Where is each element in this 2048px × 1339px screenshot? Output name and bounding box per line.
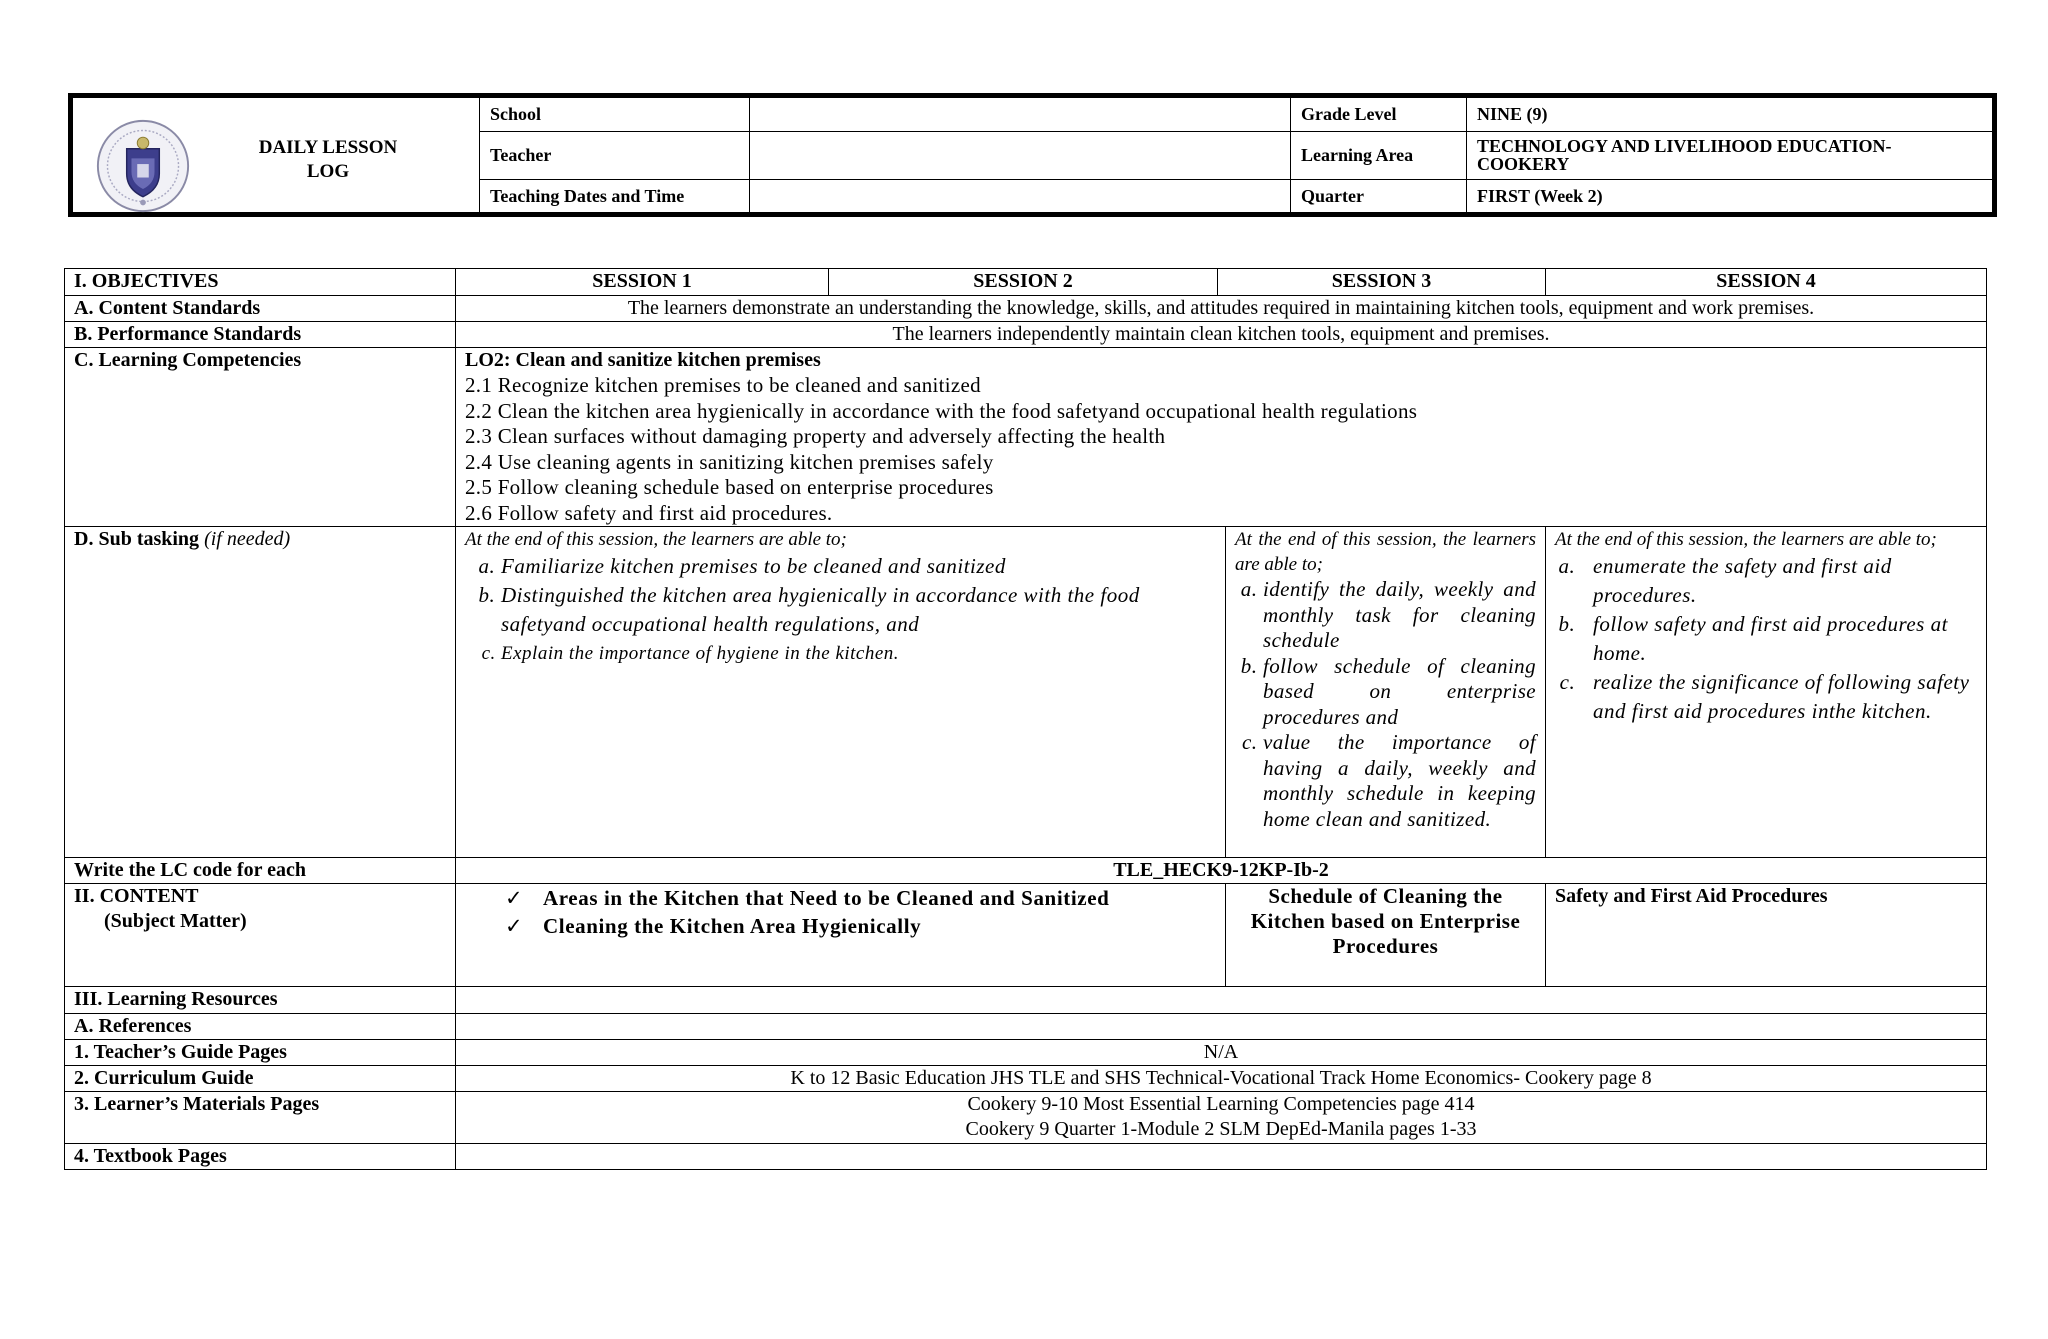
learning-competencies-cell [456, 348, 1987, 527]
dll-title-line1: DAILY LESSON [258, 137, 398, 158]
subtasking-label-cell [65, 527, 456, 858]
subtasking-session-1-2 [456, 527, 1226, 858]
session-4-header: SESSION 4 [1546, 269, 1987, 296]
learning-competencies-row [65, 348, 1987, 527]
subtasking-item: b. follow schedule of cleaning based on enterprise procedures and [1263, 654, 1536, 731]
learning-area-value: TECHNOLOGY AND LIVELIHOOD EDUCATION- COOKERY [1467, 131, 1995, 179]
curriculum-guide-label: 2. Curriculum Guide [65, 1066, 456, 1092]
competency-item: 2.5 Follow cleaning schedule based on enterprise procedures [465, 475, 994, 499]
subtasking-item: a. identify the daily, weekly and monthly task for cleaning schedule [1263, 577, 1536, 654]
learners-materials-line: Cookery 9 Quarter 1-Module 2 SLM DepEd-Manila pages 1-33 [965, 1118, 1477, 1140]
lesson-plan-table [64, 268, 1987, 1170]
grade-level-value: NINE (9) [1467, 96, 1995, 132]
school-value [750, 96, 1291, 132]
subtasking-intro: At the end of this session, the learners are able to; [465, 529, 847, 550]
subtasking-item: c. realize the significance of following safety and first aid procedures inthe kitchen. [1581, 668, 1977, 726]
learning-resources-row [65, 987, 1987, 1014]
subtasking-item: b. Distinguished the kitchen area hygienically in accordance with the food safetyand occupational health regulations, and [501, 581, 1216, 639]
check-icon: ✓ [505, 886, 524, 910]
content-item-text: Cleaning the Kitchen Area Hygienically [543, 914, 922, 938]
content-item [505, 912, 1216, 940]
subtasking-label: D. Sub tasking [74, 528, 200, 550]
performance-standards-label: B. Performance Standards [65, 322, 456, 348]
learners-materials-value [456, 1092, 1987, 1144]
teaching-dates-value [750, 180, 1291, 215]
objectives-row [65, 269, 1987, 296]
subtasking-session-4 [1546, 527, 1987, 858]
competency-heading: LO2: Clean and sanitize kitchen premises [465, 349, 821, 371]
content-label-cell [65, 884, 456, 987]
content-session-1-2 [456, 884, 1226, 987]
competency-item: 2.3 Clean surfaces without damaging property and adversely affecting the health [465, 424, 1166, 448]
performance-standards-text: The learners independently maintain clean kitchen tools, equipment and premises. [456, 322, 1987, 348]
subtasking-list [1235, 577, 1536, 832]
learning-resources-value [456, 987, 1987, 1014]
session-3-header: SESSION 3 [1218, 269, 1546, 296]
competency-item: 2.2 Clean the kitchen area hygienically in accordance with the food safetyand occupational health regulations [465, 398, 1418, 423]
subtasking-session-3 [1226, 527, 1546, 858]
check-icon: ✓ [505, 914, 524, 938]
content-standards-text: The learners demonstrate an understanding the knowledge, skills, and attitudes required in maintaining kitchen tools, equipment and work premises. [456, 296, 1987, 322]
content-session-4: Safety and First Aid Procedures [1546, 884, 1987, 987]
subtasking-list [465, 552, 1216, 668]
teaching-dates-label: Teaching Dates and Time [480, 180, 750, 215]
teachers-guide-row [65, 1040, 1987, 1066]
quarter-label: Quarter [1291, 180, 1467, 215]
content-item-text: Areas in the Kitchen that Need to be Cleaned and Sanitized [543, 886, 1110, 910]
references-label: A. References [65, 1014, 456, 1040]
learners-materials-row [65, 1092, 1987, 1144]
subtasking-item: c. value the importance of having a daily, weekly and monthly schedule in keeping home clean and sanitized. [1263, 730, 1536, 832]
performance-standards-row [65, 322, 1987, 348]
subtasking-note: (if needed) [204, 528, 291, 550]
school-label: School [480, 96, 750, 132]
textbook-pages-value [456, 1144, 1987, 1170]
content-label: II. CONTENT [74, 885, 199, 907]
curriculum-guide-row [65, 1066, 1987, 1092]
subtasking-item: c. Explain the importance of hygiene in the kitchen. [501, 639, 1216, 668]
dll-title [203, 136, 453, 184]
subtasking-row [65, 527, 1987, 858]
dll-title-line2: LOG [306, 161, 350, 182]
subtasking-list [1555, 552, 1977, 726]
references-value [456, 1014, 1987, 1040]
lc-code-value: TLE_HECK9-12KP-Ib-2 [456, 858, 1987, 884]
curriculum-guide-value: K to 12 Basic Education JHS TLE and SHS Technical-Vocational Track Home Economics- Cookery page 8 [456, 1066, 1987, 1092]
learners-materials-line: Cookery 9-10 Most Essential Learning Competencies page 414 [967, 1093, 1475, 1115]
subtasking-intro: At the end of this session, the learners are able to; [1555, 529, 1937, 550]
textbook-pages-label: 4. Textbook Pages [65, 1144, 456, 1170]
session-2-header: SESSION 2 [829, 269, 1218, 296]
objectives-label: I. OBJECTIVES [65, 269, 456, 296]
content-row [65, 884, 1987, 987]
learning-resources-label: III. Learning Resources [65, 987, 456, 1014]
subtasking-item: a. enumerate the safety and first aid procedures. [1581, 552, 1977, 610]
grade-level-label: Grade Level [1291, 96, 1467, 132]
subtasking-intro: At the end of this session, the learners are able to; [1235, 529, 1536, 575]
competency-item: 2.1 Recognize kitchen premises to be cleaned and sanitized [465, 373, 981, 397]
content-sublabel: (Subject Matter) [104, 910, 247, 932]
lc-code-row [65, 858, 1987, 884]
subtasking-item: b. follow safety and first aid procedures at home. [1581, 610, 1977, 668]
session-1-header: SESSION 1 [456, 269, 829, 296]
learners-materials-label: 3. Learner’s Materials Pages [65, 1092, 456, 1144]
logo-cell [71, 96, 480, 215]
learning-area-label: Learning Area [1291, 131, 1467, 179]
subtasking-item: a. Familiarize kitchen premises to be cleaned and sanitized [501, 552, 1216, 581]
content-item [505, 884, 1216, 912]
textbook-pages-row [65, 1144, 1987, 1170]
content-standards-label: A. Content Standards [65, 296, 456, 322]
teacher-value [750, 131, 1291, 179]
content-checklist [465, 884, 1216, 940]
learning-competencies-label: C. Learning Competencies [65, 348, 456, 527]
teacher-label: Teacher [480, 131, 750, 179]
header-table [68, 93, 1997, 217]
lc-code-label: Write the LC code for each [65, 858, 456, 884]
competency-item: 2.4 Use cleaning agents in sanitizing kitchen premises safely [465, 449, 994, 474]
quarter-value: FIRST (Week 2) [1467, 180, 1995, 215]
references-row [65, 1014, 1987, 1040]
teachers-guide-label: 1. Teacher’s Guide Pages [65, 1040, 456, 1066]
content-session-3: Schedule of Cleaning the Kitchen based on Enterprise Procedures [1226, 884, 1546, 987]
deped-seal-logo [95, 118, 191, 214]
content-standards-row [65, 296, 1987, 322]
teachers-guide-value: N/A [456, 1040, 1987, 1066]
competency-item: 2.6 Follow safety and first aid procedures. [465, 500, 833, 525]
